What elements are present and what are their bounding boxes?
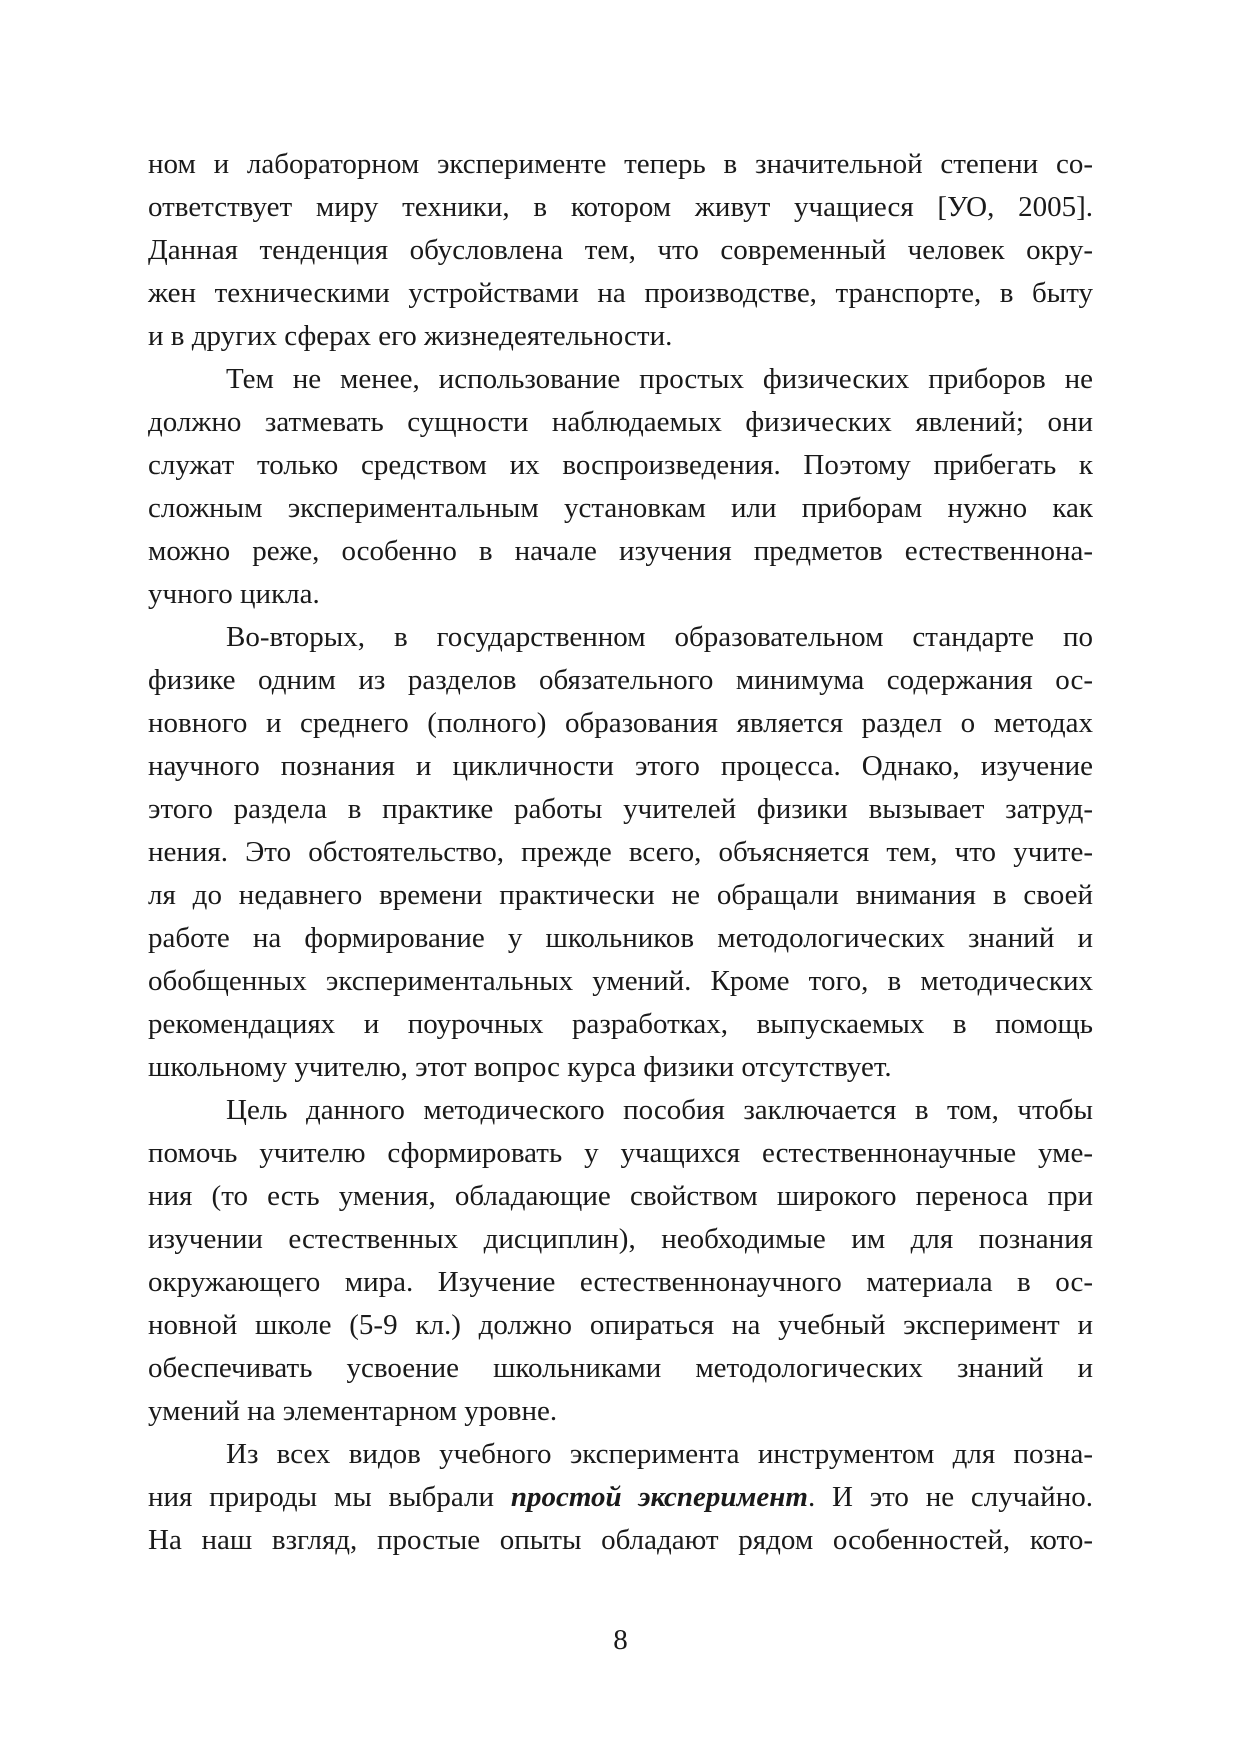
text-line: обеспечивать усвоение школьниками методологических знаний и	[148, 1352, 1093, 1384]
text-line: физике одним из разделов обязательного минимума содержания ос-	[148, 664, 1093, 696]
text-line: работе на формирование у школьников методологических знаний и	[148, 922, 1093, 954]
text-line: научного познания и цикличности этого процесса. Однако, изучение	[148, 750, 1093, 782]
text-line: изучении естественных дисциплин), необходимые им для познания	[148, 1223, 1093, 1255]
text-line: сложным экспериментальным установкам или приборам нужно как	[148, 492, 1093, 524]
text-line-with-emphasis	[148, 1476, 1093, 1519]
paragraph-3	[148, 616, 1093, 1089]
text-line: ля до недавнего времени практически не обращали внимания в своей	[148, 879, 1093, 911]
text-line: нения. Это обстоятельство, прежде всего, объясняется тем, что учите-	[148, 836, 1093, 868]
text-line: учного цикла.	[148, 578, 320, 610]
text-line: умений на элементарном уровне.	[148, 1395, 558, 1427]
text-line: новной школе (5-9 кл.) должно опираться на учебный эксперимент и	[148, 1309, 1093, 1341]
text-fragment: . И это не случайно.	[807, 1481, 1093, 1513]
paragraph-4	[148, 1089, 1093, 1433]
emphasized-term: простой эксперимент	[510, 1481, 808, 1513]
text-line: Цель данного методического пособия заключается в том, чтобы	[226, 1094, 1093, 1126]
text-line: На наш взгляд, простые опыты обладают рядом особенностей, кото-	[148, 1524, 1093, 1556]
text-line: жен техническими устройствами на производстве, транспорте, в быту	[148, 277, 1093, 309]
text-line: этого раздела в практике работы учителей физики вызывает затруд-	[148, 793, 1093, 825]
text-line: помочь учителю сформировать у учащихся естественнонаучные уме-	[148, 1137, 1093, 1169]
text-line: Тем не менее, использование простых физических приборов не	[226, 363, 1093, 395]
text-line: должно затмевать сущности наблюдаемых физических явлений; они	[148, 406, 1093, 438]
paragraph-2	[148, 358, 1093, 616]
text-line: обобщенных экспериментальных умений. Кроме того, в методических	[148, 965, 1093, 997]
text-line: Из всех видов учебного эксперимента инструментом для позна-	[226, 1438, 1093, 1470]
text-line: Во-вторых, в государственном образовательном стандарте по	[226, 621, 1093, 653]
text-line: новного и среднего (полного) образования является раздел о методах	[148, 707, 1093, 739]
page-number: 8	[613, 1624, 628, 1656]
text-line: можно реже, особенно в начале изучения предметов естественнона-	[148, 535, 1093, 567]
document-page	[148, 143, 1093, 1562]
text-line: рекомендациях и поурочных разработках, выпускаемых в помощь	[148, 1008, 1093, 1040]
text-line: служат только средством их воспроизведения. Поэтому прибегать к	[148, 449, 1093, 481]
text-line: Данная тенденция обусловлена тем, что современный человек окру-	[148, 234, 1093, 266]
text-line: окружающего мира. Изучение естественнонаучного материала в ос-	[148, 1266, 1093, 1298]
paragraph-5	[148, 1433, 1093, 1562]
paragraph-1	[148, 143, 1093, 358]
text-line: и в других сферах его жизнедеятельности.	[148, 320, 673, 352]
text-line: ном и лабораторном эксперименте теперь в значительной степени со-	[148, 148, 1093, 180]
text-fragment: ния природы мы выбрали	[148, 1481, 511, 1513]
text-line: школьному учителю, этот вопрос курса физики отсутствует.	[148, 1051, 892, 1083]
text-line: ответствует миру техники, в котором живут учащиеся [УО, 2005].	[148, 191, 1093, 223]
text-line: ния (то есть умения, обладающие свойством широкого переноса при	[148, 1180, 1093, 1212]
